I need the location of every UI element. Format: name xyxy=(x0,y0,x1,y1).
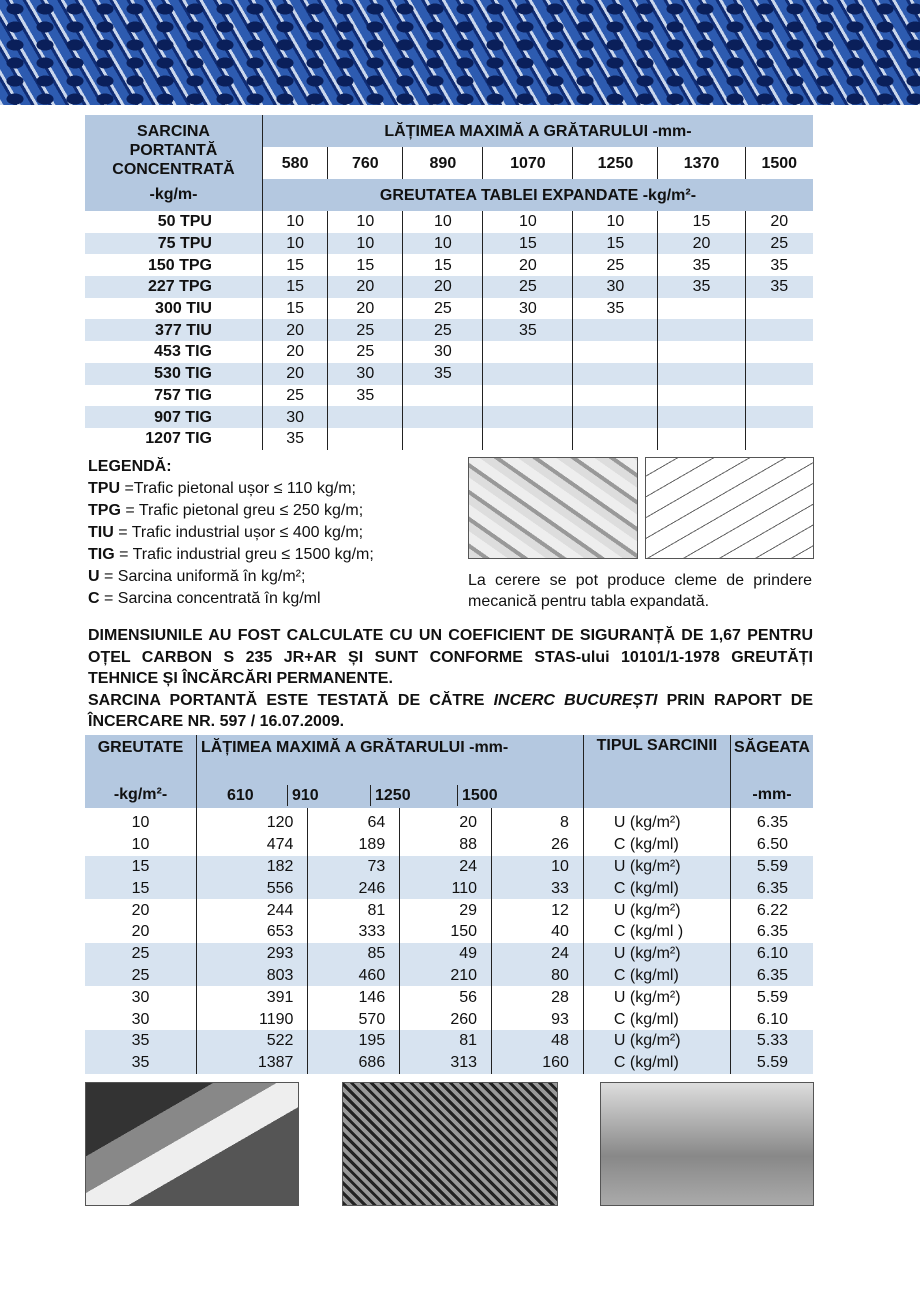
legend-text: =Trafic pietonal ușor ≤ 110 kg/m; xyxy=(120,480,356,497)
width-col-1500: 1500 xyxy=(457,785,554,806)
width-col-580: 580 xyxy=(262,147,327,179)
table-row xyxy=(85,986,813,1008)
weight-cell: 20 xyxy=(262,363,327,385)
weight-cell xyxy=(658,428,745,450)
weight-cell xyxy=(745,298,813,320)
table-row xyxy=(85,319,813,341)
weight-cell: 25 xyxy=(131,966,150,984)
w910-cell: 460 xyxy=(308,965,400,987)
w1250-cell: 150 xyxy=(400,921,492,943)
weight-cell: 30 xyxy=(262,406,327,428)
weight-cell: 35 xyxy=(658,276,745,298)
weight-cell: 15 xyxy=(658,211,745,233)
width-header xyxy=(197,735,584,808)
w610-cell: 556 xyxy=(197,877,308,899)
w610-cell: 1387 xyxy=(197,1052,308,1074)
weight-cell: 35 xyxy=(573,298,658,320)
weight-cell: 20 xyxy=(328,276,403,298)
weight-cell: 20 xyxy=(483,254,573,276)
weight-cell: 10 xyxy=(573,211,658,233)
weight-cell xyxy=(573,406,658,428)
width-col-1370: 1370 xyxy=(658,147,745,179)
legend-text: = Trafic pietonal greu ≤ 250 kg/m; xyxy=(120,502,364,519)
weight-cell xyxy=(483,406,573,428)
weight-cell: 25 xyxy=(573,254,658,276)
deflection-header xyxy=(730,735,813,808)
table-row xyxy=(85,943,813,965)
table-row xyxy=(85,877,813,899)
legend-item xyxy=(88,500,374,522)
load-class: 75 TPU xyxy=(157,235,212,253)
weight-cell: 30 xyxy=(573,276,658,298)
w1500-cell: 12 xyxy=(492,899,584,921)
load-type-cell: U (kg/m²) xyxy=(583,986,730,1008)
width-col-610: 610 xyxy=(227,787,254,804)
weight-cell: 30 xyxy=(403,341,483,363)
weight-cell: 15 xyxy=(403,254,483,276)
grating-steps-photo xyxy=(342,1082,558,1206)
w1500-cell: 8 xyxy=(492,808,584,834)
weight-cell xyxy=(483,385,573,407)
clamp-photo xyxy=(468,457,638,559)
table-row xyxy=(85,856,813,878)
weight-cell: 15 xyxy=(483,233,573,255)
legend-key: U xyxy=(88,568,100,585)
weight-cell: 30 xyxy=(328,363,403,385)
table-row xyxy=(85,298,813,320)
weight-cell: 15 xyxy=(328,254,403,276)
legend xyxy=(88,456,374,610)
legend-key: TIU xyxy=(88,524,114,541)
load-type-cell: U (kg/m²) xyxy=(583,808,730,834)
deflection-cell: 6.35 xyxy=(730,808,813,834)
table-row xyxy=(85,385,813,407)
w1500-cell: 26 xyxy=(492,834,584,856)
deflection-cell: 5.59 xyxy=(730,986,813,1008)
weight-cell: 30 xyxy=(483,298,573,320)
load-class: 150 TPG xyxy=(147,256,212,274)
legend-item xyxy=(88,588,374,610)
load-type-cell: U (kg/m²) xyxy=(583,899,730,921)
legend-item xyxy=(88,522,374,544)
safety-note xyxy=(88,625,813,733)
weight-cell xyxy=(658,341,745,363)
weight-cell xyxy=(658,406,745,428)
width-col-760: 760 xyxy=(328,147,403,179)
deflection-cell: 6.50 xyxy=(730,834,813,856)
width-title: LĂȚIMEA MAXIMĂ A GRĂTARULUI -mm- xyxy=(262,115,813,147)
weight-cell: 35 xyxy=(658,254,745,276)
weight-cell xyxy=(328,428,403,450)
table-row xyxy=(85,428,813,450)
weight-cell: 25 xyxy=(131,945,150,963)
w1250-cell: 260 xyxy=(400,1008,492,1030)
weight-cell xyxy=(745,341,813,363)
weight-cell xyxy=(483,363,573,385)
legend-item xyxy=(88,478,374,500)
width-col-1070: 1070 xyxy=(483,147,573,179)
w1500-cell: 40 xyxy=(492,921,584,943)
table-row xyxy=(85,1030,813,1052)
table-row xyxy=(85,808,813,834)
w1500-cell: 33 xyxy=(492,877,584,899)
w910-cell: 146 xyxy=(308,986,400,1008)
w910-cell: 64 xyxy=(308,808,400,834)
w1250-cell: 29 xyxy=(400,899,492,921)
deflection-label: SĂGEATA xyxy=(734,739,810,756)
weight-cell: 10 xyxy=(483,211,573,233)
deflection-cell: 6.35 xyxy=(730,877,813,899)
weight-cell: 15 xyxy=(131,879,150,897)
weight-cell: 15 xyxy=(262,254,327,276)
weight-cell xyxy=(745,428,813,450)
expanded-metal-banner xyxy=(0,0,920,105)
table-row xyxy=(85,899,813,921)
weight-cell: 25 xyxy=(403,319,483,341)
weight-cell: 10 xyxy=(262,233,327,255)
w910-cell: 570 xyxy=(308,1008,400,1030)
load-type-cell: U (kg/m²) xyxy=(583,943,730,965)
table-row xyxy=(85,965,813,987)
table-row xyxy=(85,1008,813,1030)
note-text: PRIN RAPORT DE ÎNCERCARE NR. 597 / 16.07.2009. xyxy=(88,691,813,730)
weight-cell xyxy=(483,428,573,450)
weight-cell: 25 xyxy=(403,298,483,320)
width-col-1500: 1500 xyxy=(745,147,813,179)
clamp-caption: La cerere se pot produce cleme de prindere mecanică pentru tabla expandată. xyxy=(468,572,812,610)
w610-cell: 244 xyxy=(197,899,308,921)
w610-cell: 653 xyxy=(197,921,308,943)
weight-cell: 10 xyxy=(328,211,403,233)
load-type-cell: C (kg/ml) xyxy=(583,1052,730,1074)
w1500-cell: 93 xyxy=(492,1008,584,1030)
legend-text: = Sarcina concentrată în kg/ml xyxy=(99,590,321,607)
weight-header-label: GREUTATE xyxy=(97,739,184,756)
weight-cell xyxy=(658,319,745,341)
weight-cell xyxy=(745,363,813,385)
weight-cell: 20 xyxy=(328,298,403,320)
load-header xyxy=(85,115,262,211)
weight-cell: 35 xyxy=(131,1054,150,1072)
w910-cell: 195 xyxy=(308,1030,400,1052)
weight-cell xyxy=(403,385,483,407)
load-class: 453 TIG xyxy=(154,343,212,361)
w910-cell: 85 xyxy=(308,943,400,965)
width-col-1250: 1250 xyxy=(370,785,457,806)
w1250-cell: 81 xyxy=(400,1030,492,1052)
w610-cell: 522 xyxy=(197,1030,308,1052)
table-row xyxy=(85,254,813,276)
table-row xyxy=(85,406,813,428)
weight-header xyxy=(85,735,197,808)
w910-cell: 686 xyxy=(308,1052,400,1074)
weight-cell xyxy=(573,428,658,450)
table-row xyxy=(85,341,813,363)
platform-photo xyxy=(600,1082,814,1206)
weight-cell xyxy=(745,385,813,407)
weight-cell: 20 xyxy=(262,341,327,363)
weight-cell xyxy=(403,428,483,450)
w1500-cell: 80 xyxy=(492,965,584,987)
table-row xyxy=(85,921,813,943)
weight-cell: 35 xyxy=(131,1032,150,1050)
w1250-cell: 20 xyxy=(400,808,492,834)
weight-cell: 35 xyxy=(262,428,327,450)
load-type-cell: U (kg/m²) xyxy=(583,856,730,878)
table-row xyxy=(85,233,813,255)
deflection-cell: 6.10 xyxy=(730,1008,813,1030)
weight-cell: 20 xyxy=(131,923,150,941)
w1250-cell: 56 xyxy=(400,986,492,1008)
legend-item xyxy=(88,544,374,566)
w1250-cell: 24 xyxy=(400,856,492,878)
table-row xyxy=(85,211,813,233)
weight-cell xyxy=(745,319,813,341)
width-col-1250: 1250 xyxy=(573,147,658,179)
load-type-cell: C (kg/ml) xyxy=(583,965,730,987)
weight-cell: 10 xyxy=(131,836,150,854)
w610-cell: 182 xyxy=(197,856,308,878)
weight-cell: 15 xyxy=(262,298,327,320)
w1500-cell: 24 xyxy=(492,943,584,965)
deflection-cell: 6.10 xyxy=(730,943,813,965)
w1500-cell: 28 xyxy=(492,986,584,1008)
weight-cell: 15 xyxy=(573,233,658,255)
deflection-cell: 6.35 xyxy=(730,921,813,943)
legend-key: TPG xyxy=(88,502,121,519)
load-class: 907 TIG xyxy=(154,408,212,426)
weight-cell xyxy=(573,319,658,341)
note-line: DIMENSIUNILE AU FOST CALCULATE CU UN COEFICIENT DE SIGURANȚĂ DE 1,67 PENTRU OȚEL CARBON S 235 JR+AR ȘI SUNT CONFORME STAS-ului 10101/1-1978 GREUTĂȚI TEHNICE ȘI ÎNCĂRCĂRI PERMANENTE. xyxy=(88,627,813,687)
clamp-drawing xyxy=(645,457,814,559)
weight-cell xyxy=(483,341,573,363)
weight-cell: 35 xyxy=(483,319,573,341)
weight-cell: 35 xyxy=(745,276,813,298)
load-type-cell: U (kg/m²) xyxy=(583,1030,730,1052)
deflection-cell: 5.33 xyxy=(730,1030,813,1052)
legend-title: LEGENDĂ: xyxy=(88,458,172,475)
type-header: TIPUL SARCINII xyxy=(583,735,730,808)
load-weight-table xyxy=(85,115,813,450)
load-type-cell: C (kg/ml) xyxy=(583,834,730,856)
weight-cell: 35 xyxy=(745,254,813,276)
weight-cell: 25 xyxy=(745,233,813,255)
width-col-910: 910 xyxy=(287,785,370,806)
w1500-cell: 10 xyxy=(492,856,584,878)
w1500-cell: 160 xyxy=(492,1052,584,1074)
weight-cell: 25 xyxy=(328,341,403,363)
weight-cell: 10 xyxy=(403,211,483,233)
deflection-cell: 6.22 xyxy=(730,899,813,921)
weight-cell xyxy=(573,385,658,407)
weight-cell xyxy=(403,406,483,428)
weight-cell: 20 xyxy=(745,211,813,233)
load-class: 50 TPU xyxy=(157,213,212,231)
w1250-cell: 88 xyxy=(400,834,492,856)
w610-cell: 803 xyxy=(197,965,308,987)
table-row xyxy=(85,363,813,385)
weight-cell: 10 xyxy=(262,211,327,233)
w910-cell: 81 xyxy=(308,899,400,921)
w910-cell: 73 xyxy=(308,856,400,878)
w910-cell: 246 xyxy=(308,877,400,899)
note-line xyxy=(88,690,813,733)
load-type-cell: C (kg/ml ) xyxy=(583,921,730,943)
weight-cell xyxy=(658,298,745,320)
weight-cell xyxy=(658,363,745,385)
load-class: 1207 TIG xyxy=(145,430,212,448)
weight-cell: 30 xyxy=(131,1010,150,1028)
legend-text: = Trafic industrial greu ≤ 1500 kg/m; xyxy=(114,546,374,563)
load-type-cell: C (kg/ml) xyxy=(583,877,730,899)
weight-cell xyxy=(573,363,658,385)
stair-photo xyxy=(85,1082,299,1206)
w910-cell: 189 xyxy=(308,834,400,856)
note-institute: INCERC BUCUREȘTI xyxy=(493,691,658,709)
weight-cell: 20 xyxy=(262,319,327,341)
weight-cell xyxy=(745,406,813,428)
weight-cell: 20 xyxy=(131,901,150,919)
corner-line: PORTANTĂ xyxy=(129,142,218,159)
deflection-cell: 6.35 xyxy=(730,965,813,987)
w1250-cell: 210 xyxy=(400,965,492,987)
weight-cell xyxy=(328,406,403,428)
w610-cell: 120 xyxy=(197,808,308,834)
weight-cell: 15 xyxy=(131,857,150,875)
load-capacity-table xyxy=(85,735,813,1074)
note-text: SARCINA PORTANTĂ ESTE TESTATĂ DE CĂTRE xyxy=(88,691,494,709)
load-type-cell: C (kg/ml) xyxy=(583,1008,730,1030)
load-class: 377 TIU xyxy=(155,321,212,339)
deflection-cell: 5.59 xyxy=(730,856,813,878)
w610-cell: 474 xyxy=(197,834,308,856)
weight-cell: 10 xyxy=(328,233,403,255)
load-class: 757 TIG xyxy=(154,386,212,404)
table-row xyxy=(85,276,813,298)
weight-cell: 10 xyxy=(403,233,483,255)
legend-key: TIG xyxy=(88,546,115,563)
w610-cell: 391 xyxy=(197,986,308,1008)
weight-cell: 25 xyxy=(328,319,403,341)
width-col-890: 890 xyxy=(403,147,483,179)
w1250-cell: 110 xyxy=(400,877,492,899)
weight-cell: 25 xyxy=(262,385,327,407)
legend-item xyxy=(88,566,374,588)
corner-line: SARCINA xyxy=(137,123,210,140)
legend-key: TPU xyxy=(88,480,120,497)
legend-text: = Trafic industrial ușor ≤ 400 kg/m; xyxy=(113,524,364,541)
weight-cell: 30 xyxy=(131,988,150,1006)
w1500-cell: 48 xyxy=(492,1030,584,1052)
width-header-label: LĂȚIMEA MAXIMĂ A GRĂTARULUI -mm- xyxy=(201,739,509,756)
w910-cell: 333 xyxy=(308,921,400,943)
table-row xyxy=(85,834,813,856)
corner-line: -kg/m- xyxy=(149,186,198,203)
w610-cell: 1190 xyxy=(197,1008,308,1030)
weight-title: GREUTATEA TABLEI EXPANDATE -kg/m²- xyxy=(262,179,813,211)
w1250-cell: 49 xyxy=(400,943,492,965)
legend-text: = Sarcina uniformă în kg/m²; xyxy=(99,568,306,585)
legend-key: C xyxy=(88,590,100,607)
weight-cell: 20 xyxy=(403,276,483,298)
weight-cell: 35 xyxy=(328,385,403,407)
weight-cell: 25 xyxy=(483,276,573,298)
deflection-unit: -mm- xyxy=(752,786,792,803)
deflection-cell: 5.59 xyxy=(730,1052,813,1074)
weight-cell xyxy=(658,385,745,407)
weight-cell: 15 xyxy=(262,276,327,298)
w610-cell: 293 xyxy=(197,943,308,965)
load-class: 300 TIU xyxy=(155,300,212,318)
load-class: 530 TIG xyxy=(154,365,212,383)
weight-cell xyxy=(573,341,658,363)
corner-line: CONCENTRATĂ xyxy=(112,161,235,178)
weight-cell: 10 xyxy=(131,814,150,832)
weight-cell: 20 xyxy=(658,233,745,255)
weight-header-unit: -kg/m²- xyxy=(113,786,168,803)
load-class: 227 TPG xyxy=(147,278,212,296)
w1250-cell: 313 xyxy=(400,1052,492,1074)
weight-cell: 35 xyxy=(403,363,483,385)
table-row xyxy=(85,1052,813,1074)
